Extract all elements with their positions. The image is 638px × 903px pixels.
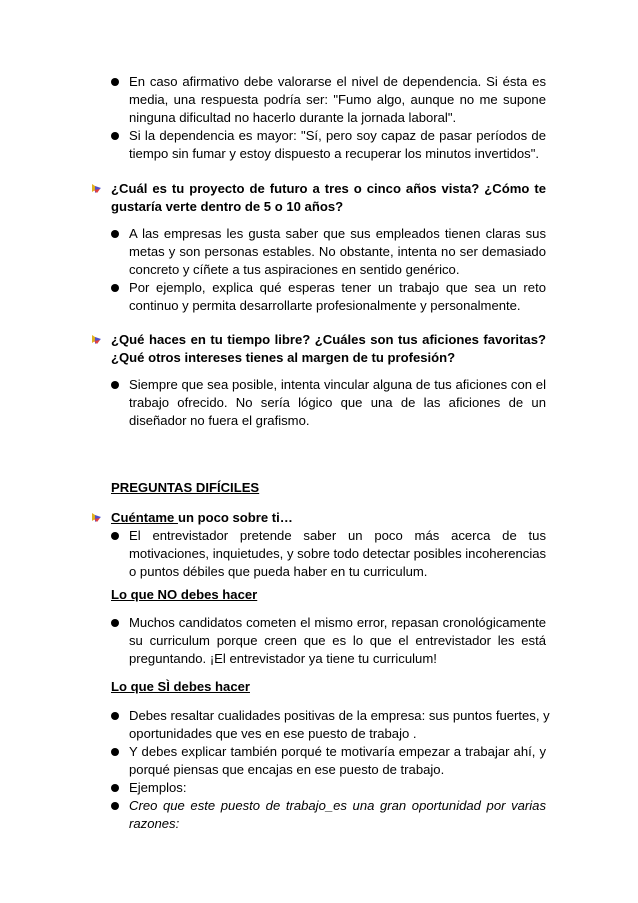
list-item [111, 614, 546, 632]
bullet-dot [111, 712, 119, 720]
do-heading: Lo que SÌ debes hacer [111, 679, 250, 694]
bullet-dot [111, 230, 119, 238]
list-item [111, 279, 546, 297]
question-text: ¿Qué otros intereses tienes al margen de tu profesión? [111, 350, 456, 365]
intro-bullet-list [111, 73, 546, 163]
bullet-dot [111, 78, 119, 86]
tell-me-bullet-list [111, 527, 546, 581]
list-item-line: porqué piensas que encajas en ese puesto de trabajo. [129, 762, 445, 777]
question-text: ¿Qué haces en tu tiempo libre? ¿Cuáles son tus aficiones favoritas? [111, 332, 546, 347]
list-item-line: o puntos débiles que pueda haber en tu curriculum. [129, 564, 428, 579]
dont-heading: Lo que NO debes hacer [111, 587, 258, 602]
list-item-line: concreto y cíñete a tus aspiraciones en sentido genérico. [129, 262, 460, 277]
question-text-underlined: Cuéntame [111, 510, 178, 525]
list-item [111, 73, 546, 91]
free-time-bullet-list [111, 376, 546, 430]
list-item-line: Creo que este puesto de trabajo_es una gran oportunidad por varias [129, 798, 546, 813]
list-item [111, 797, 546, 815]
question-marker-icon [91, 182, 103, 194]
question-future [111, 180, 546, 216]
list-item-line: Ejemplos: [129, 780, 187, 795]
list-item [111, 743, 546, 761]
list-item-line: trabajo ofrecido. No sería lógico que una de las aficiones de un [129, 395, 546, 410]
bullet-dot [111, 784, 119, 792]
list-item-line: preguntando. ¡El entrevistador ya tiene tu curriculum! [129, 651, 437, 666]
section-title: PREGUNTAS DIFÍCILES [111, 480, 260, 495]
question-text: gustaría verte dentro de 5 o 10 años? [111, 199, 344, 214]
list-item-line: A las empresas les gusta saber que sus empleados tienen claras sus [129, 226, 546, 241]
list-item [111, 779, 546, 797]
bullet-dot [111, 802, 119, 810]
list-item-line: motivaciones, inquietudes, y sobre todo detectar posibles incoherencias [129, 546, 547, 561]
list-item-line: razones: [129, 816, 180, 831]
list-item-line: media, una respuesta podría ser: "Fumo algo, aunque no me supone [129, 92, 546, 107]
list-item-line: ninguna dificultad no hacerlo durante la jornada laboral". [129, 110, 457, 125]
list-item [111, 707, 550, 725]
list-item-line: Muchos candidatos cometen el mismo error, repasan cronológicamente [129, 615, 546, 630]
list-item-line: oportunidades que ves en ese puesto de trabajo . [129, 726, 417, 741]
dont-bullet-list [111, 614, 546, 668]
bullet-dot [111, 619, 119, 627]
list-item-line: tiempo sin fumar y estoy dispuesto a recuperar los minutos invertidos". [129, 146, 540, 161]
list-item-line: Siempre que sea posible, intenta vincular alguna de tus aficiones con el [129, 377, 546, 392]
list-item [111, 127, 546, 145]
bullet-dot [111, 132, 119, 140]
list-item-line: El entrevistador pretende saber un poco más acerca de tus [129, 528, 546, 543]
list-item-line: Si la dependencia es mayor: "Sí, pero soy capaz de pasar períodos de [129, 128, 546, 143]
future-bullet-list [111, 225, 546, 315]
bullet-dot [111, 748, 119, 756]
do-bullet-list [111, 707, 550, 833]
bullet-dot [111, 284, 119, 292]
list-item [111, 225, 546, 243]
list-item-line: continuo y permita desarrollarte profesionalmente y personalmente. [129, 298, 521, 313]
list-item-line: Por ejemplo, explica qué esperas tener un trabajo que sea un reto [129, 280, 546, 295]
list-item-line: su curriculum porque creen que es lo que el entrevistador les está [129, 633, 546, 648]
question-tell-me [111, 509, 546, 527]
question-text: un poco sobre ti… [177, 510, 293, 525]
question-marker-icon [91, 511, 103, 523]
list-item-line: Y debes explicar también porqué te motivaría empezar a trabajar ahí, y [129, 744, 546, 759]
list-item [111, 527, 546, 545]
list-item [111, 376, 546, 394]
question-marker-icon [91, 333, 103, 345]
question-free-time [111, 331, 546, 367]
list-item-line: Debes resaltar cualidades positivas de la empresa: sus puntos fuertes, y [129, 708, 550, 723]
list-item-line: En caso afirmativo debe valorarse el nivel de dependencia. Si ésta es [129, 74, 546, 89]
list-item-line: diseñador no fuera el grafismo. [129, 413, 310, 428]
list-item-line: metas y son personas estables. No obstante, intenta no ser demasiado [129, 244, 546, 259]
bullet-dot [111, 381, 119, 389]
bullet-dot [111, 532, 119, 540]
question-text: ¿Cuál es tu proyecto de futuro a tres o cinco años vista? ¿Cómo te [111, 181, 546, 196]
